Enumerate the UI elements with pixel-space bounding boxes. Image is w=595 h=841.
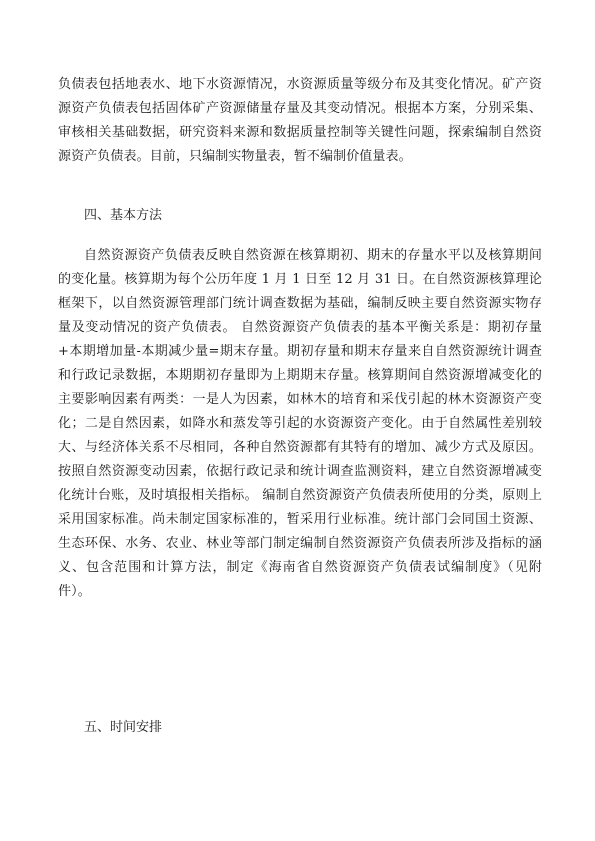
section-heading-basic-method: 四、基本方法	[84, 208, 163, 223]
paragraph-basic-method: 自然资源资产负债表反映自然资源在核算期初、期末的存量水平以及核算期间的变化量。核算期为每个公历年度 1 月 1 日至 12 月 31 日。在自然资源核算理论框架下，以自然资源管理部门统计调查数据为基础，编制反映主要自然资源实物存量及变动情况的资产负债表。 自然资源资产负债表的基本平衡关系是：期初存量+本期增加量-本期减少量=期末存量。期初存量和期末存量来自自然资源统计调查和行政记录数据，本期期初存量即为上期期末存量。核算期间自然资源增减变化的主要影响因素有两类：一是人为因素，如林木的培育和采伐引起的林木资源资产变化；二是自然因素，如降水和蒸发等引起的水资源资产变化。由于自然属性差别较大、与经济体关系不尽相同，各种自然资源都有其特有的增加、减少方式及原因。按照自然资源变动因素，依据行政记录和统计调查监测资料，建立自然资源增减变化统计台账，及时填报相关指标。 编制自然资源资产负债表所使用的分类，原则上采用国家标准。尚未制定国家标准的，暂采用行业标准。统计部门会同国土资源、生态环保、水务、农业、林业等部门制定编制自然资源资产负债表所涉及指标的涵义、包含范围和计算方法，制定《海南省自然资源资产负债表试编制度》（见附件）。	[58, 248, 542, 599]
section-heading-schedule: 五、时间安排	[84, 720, 163, 735]
paragraph-scope-continued: 负债表包括地表水、地下水资源情况，水资源质量等级分布及其变化情况。矿产资源资产负债表包括固体矿产资源储量存量及其变动情况。根据本方案，分别采集、审核相关基础数据，研究资料来源和数据质量控制等关键性问题，探索编制自然资源资产负债表。目前，只编制实物量表，暂不编制价值量表。	[58, 77, 542, 164]
